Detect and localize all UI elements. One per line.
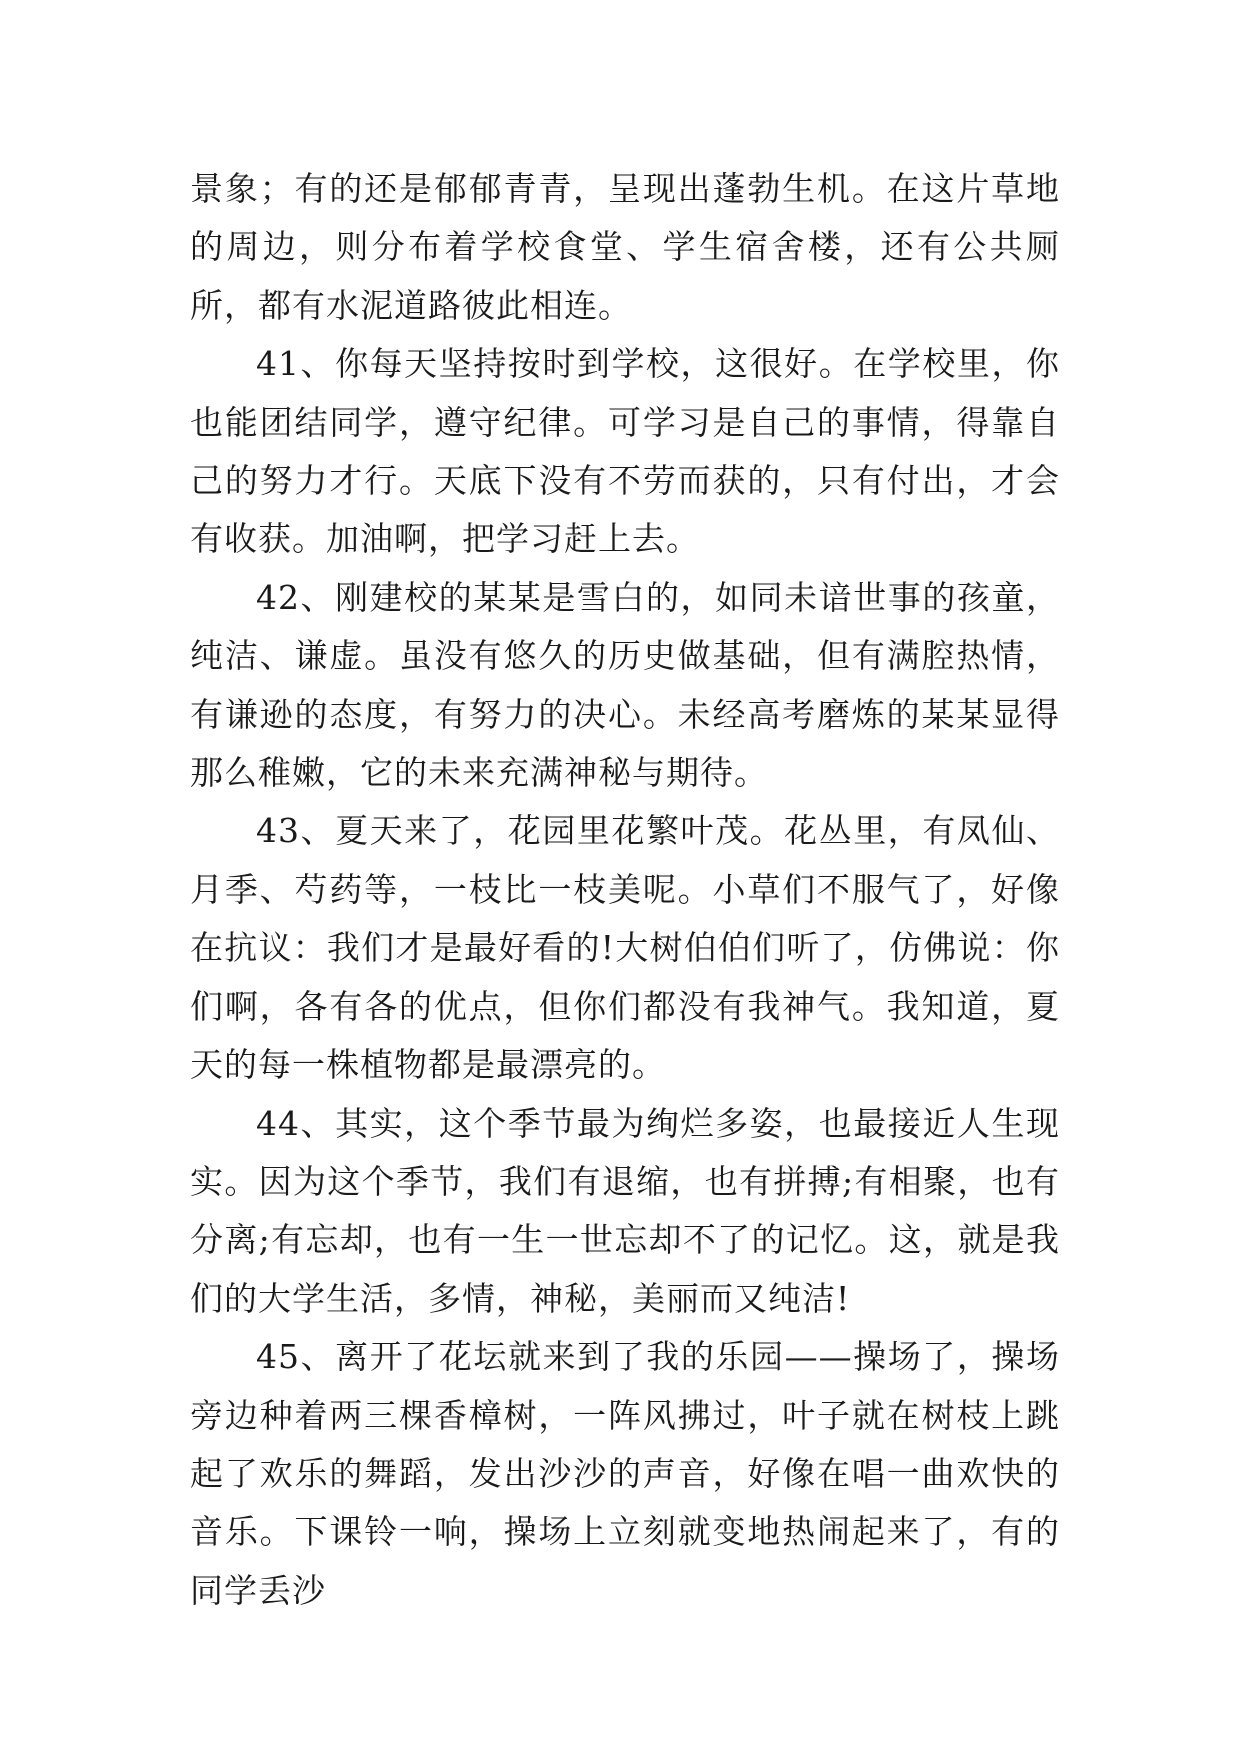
paragraph-44: 44、其实，这个季节最为绚烂多姿，也最接近人生现实。因为这个季节，我们有退缩，也有拼搏;有相聚，也有分离;有忘却，也有一生一世忘却不了的记忆。这，就是我们的大学生活，多情，神秘，美丽而又纯洁! <box>190 1103 1060 1318</box>
document-body <box>190 160 1060 1620</box>
paragraph-45: 45、离开了花坛就来到了我的乐园——操场了，操场旁边种着两三棵香樟树，一阵风拂过，叶子就在树枝上跳起了欢乐的舞蹈，发出沙沙的声音，好像在唱一曲欢快的音乐。下课铃一响，操场上立刻就变地热闹起来了，有的同学丢沙 <box>190 1337 1060 1610</box>
paragraph-continuation: 景象；有的还是郁郁青青，呈现出蓬勃生机。在这片草地的周边，则分布着学校食堂、学生宿舍楼，还有公共厕所，都有水泥道路彼此相连。 <box>190 169 1060 325</box>
paragraph-43: 43、夏天来了，花园里花繁叶茂。花丛里，有凤仙、月季、芍药等，一枝比一枝美呢。小草们不服气了，好像在抗议：我们才是最好看的!大树伯伯们听了，仿佛说：你们啊，各有各的优点，但你们都没有我神气。我知道，夏天的每一株植物都是最漂亮的。 <box>190 811 1060 1085</box>
paragraph-42: 42、刚建校的某某是雪白的，如同未谙世事的孩童，纯洁、谦虚。虽没有悠久的历史做基础，但有满腔热情，有谦逊的态度，有努力的决心。未经高考磨炼的某某显得那么稚嫩，它的未来充满神秘与期待。 <box>190 577 1060 793</box>
paragraph-41: 41、你每天坚持按时到学校，这很好。在学校里，你也能团结同学，遵守纪律。可学习是自己的事情，得靠自己的努力才行。天底下没有不劳而获的，只有付出，才会有收获。加油啊，把学习赶上去。 <box>190 344 1060 559</box>
